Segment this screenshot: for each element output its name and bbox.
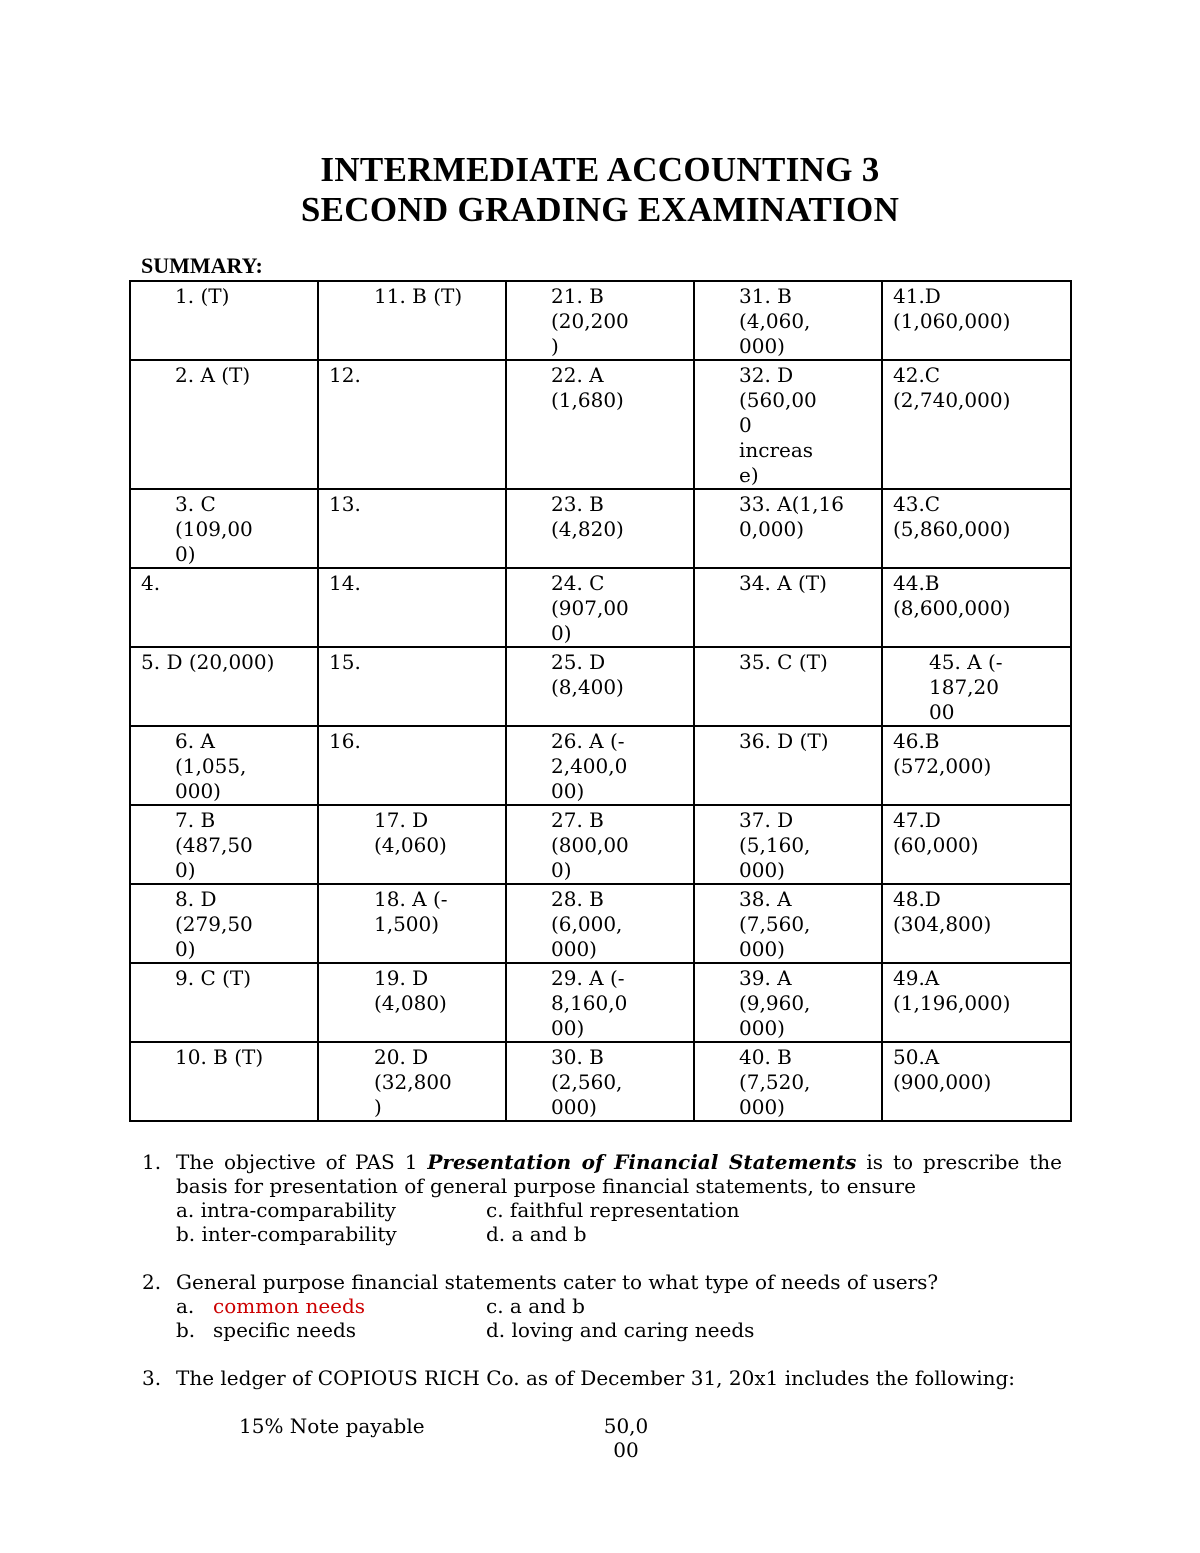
standard-title: Presentation of Financial Statements [427, 1150, 857, 1174]
answer-cell: 33. A(1,16 0,000) [694, 489, 882, 568]
table-row [130, 568, 1071, 647]
table-row [130, 963, 1071, 1042]
table-row [130, 360, 1071, 489]
table-row [130, 884, 1071, 963]
answer-cell: 26. A (- 2,400,0 00) [506, 726, 694, 805]
option-a: a. intra-comparability [176, 1198, 396, 1222]
answer-cell: 38. A (7,560, 000) [694, 884, 882, 963]
summary-label: SUMMARY: [141, 253, 263, 278]
ledger-row [176, 1414, 1062, 1466]
answer-cell: 2. A (T) [130, 360, 318, 489]
answer-cell: 15. [318, 647, 506, 726]
question-2 [142, 1270, 1062, 1342]
answer-cell: 12. [318, 360, 506, 489]
option-c: c. a and b [486, 1294, 585, 1318]
title-line-1: INTERMEDIATE ACCOUNTING 3 [320, 150, 880, 189]
answer-cell: 4. [130, 568, 318, 647]
question-1 [142, 1150, 1062, 1246]
answer-cell: 41.D (1,060,000) [882, 281, 1071, 360]
answer-cell: 7. B (487,50 0) [130, 805, 318, 884]
answer-cell: 32. D (560,00 0 increas e) [694, 360, 882, 489]
table-row [130, 281, 1071, 360]
answer-summary-table [129, 280, 1072, 1122]
answer-cell: 3. C (109,00 0) [130, 489, 318, 568]
option-b: b. inter-comparability [176, 1222, 397, 1246]
question-3 [142, 1366, 1062, 1466]
ledger-item-label: 15% Note payable [239, 1414, 425, 1438]
answer-cell: 29. A (- 8,160,0 00) [506, 963, 694, 1042]
answer-cell: 42.C (2,740,000) [882, 360, 1071, 489]
answer-cell: 44.B (8,600,000) [882, 568, 1071, 647]
answer-cell: 11. B (T) [318, 281, 506, 360]
answer-cell: 34. A (T) [694, 568, 882, 647]
document-title [0, 150, 1200, 230]
answer-cell: 45. A (- 187,20 00 [882, 647, 1071, 726]
option-c: c. faithful representation [486, 1198, 740, 1222]
table-row [130, 805, 1071, 884]
questions-section [142, 1150, 1062, 1490]
answer-cell: 47.D (60,000) [882, 805, 1071, 884]
question-number: 2. [142, 1270, 162, 1294]
question-stem: The objective of PAS 1 Presentation of Financial Statements is to prescribe the basis for presentation of general purpose financial statements, to ensure [176, 1150, 1062, 1198]
answer-cell: 50.A (900,000) [882, 1042, 1071, 1121]
answer-cell: 21. B (20,200 ) [506, 281, 694, 360]
title-line-2: SECOND GRADING EXAMINATION [300, 190, 900, 229]
answer-cell: 22. A (1,680) [506, 360, 694, 489]
answer-cell: 46.B (572,000) [882, 726, 1071, 805]
answer-cell: 43.C (5,860,000) [882, 489, 1071, 568]
answer-cell: 19. D (4,080) [318, 963, 506, 1042]
answer-cell: 48.D (304,800) [882, 884, 1071, 963]
answer-cell: 9. C (T) [130, 963, 318, 1042]
answer-cell: 13. [318, 489, 506, 568]
answer-options [176, 1198, 1062, 1246]
answer-cell: 40. B (7,520, 000) [694, 1042, 882, 1121]
answer-cell: 10. B (T) [130, 1042, 318, 1121]
answer-cell: 37. D (5,160, 000) [694, 805, 882, 884]
answer-cell: 39. A (9,960, 000) [694, 963, 882, 1042]
answer-cell: 27. B (800,00 0) [506, 805, 694, 884]
answer-cell: 8. D (279,50 0) [130, 884, 318, 963]
answer-cell: 24. C (907,00 0) [506, 568, 694, 647]
ledger-item-amount: 50,0 00 [603, 1414, 649, 1462]
answer-options [176, 1294, 1062, 1342]
answer-cell: 6. A (1,055, 000) [130, 726, 318, 805]
answer-cell: 28. B (6,000, 000) [506, 884, 694, 963]
question-stem: The ledger of COPIOUS RICH Co. as of December 31, 20x1 includes the following: [176, 1366, 1016, 1390]
answer-cell: 1. (T) [130, 281, 318, 360]
table-row [130, 726, 1071, 805]
answer-cell: 14. [318, 568, 506, 647]
answer-cell: 18. A (- 1,500) [318, 884, 506, 963]
answer-cell: 25. D (8,400) [506, 647, 694, 726]
answer-cell: 36. D (T) [694, 726, 882, 805]
answer-cell: 31. B (4,060, 000) [694, 281, 882, 360]
table-row [130, 489, 1071, 568]
answer-cell: 16. [318, 726, 506, 805]
answer-cell: 49.A (1,196,000) [882, 963, 1071, 1042]
correct-answer-text: common needs [213, 1294, 366, 1318]
answer-cell: 30. B (2,560, 000) [506, 1042, 694, 1121]
answer-cell: 23. B (4,820) [506, 489, 694, 568]
table-row [130, 647, 1071, 726]
question-stem: General purpose financial statements cater to what type of needs of users? [176, 1270, 939, 1294]
option-d: d. loving and caring needs [486, 1318, 755, 1342]
option-a: a. common needs [176, 1294, 366, 1318]
answer-cell: 20. D (32,800 ) [318, 1042, 506, 1121]
answer-cell: 5. D (20,000) [130, 647, 318, 726]
question-number: 3. [142, 1366, 162, 1390]
answer-cell: 17. D (4,060) [318, 805, 506, 884]
option-b: b. specific needs [176, 1318, 357, 1342]
answer-cell: 35. C (T) [694, 647, 882, 726]
option-d: d. a and b [486, 1222, 587, 1246]
question-number: 1. [142, 1150, 162, 1174]
table-row [130, 1042, 1071, 1121]
